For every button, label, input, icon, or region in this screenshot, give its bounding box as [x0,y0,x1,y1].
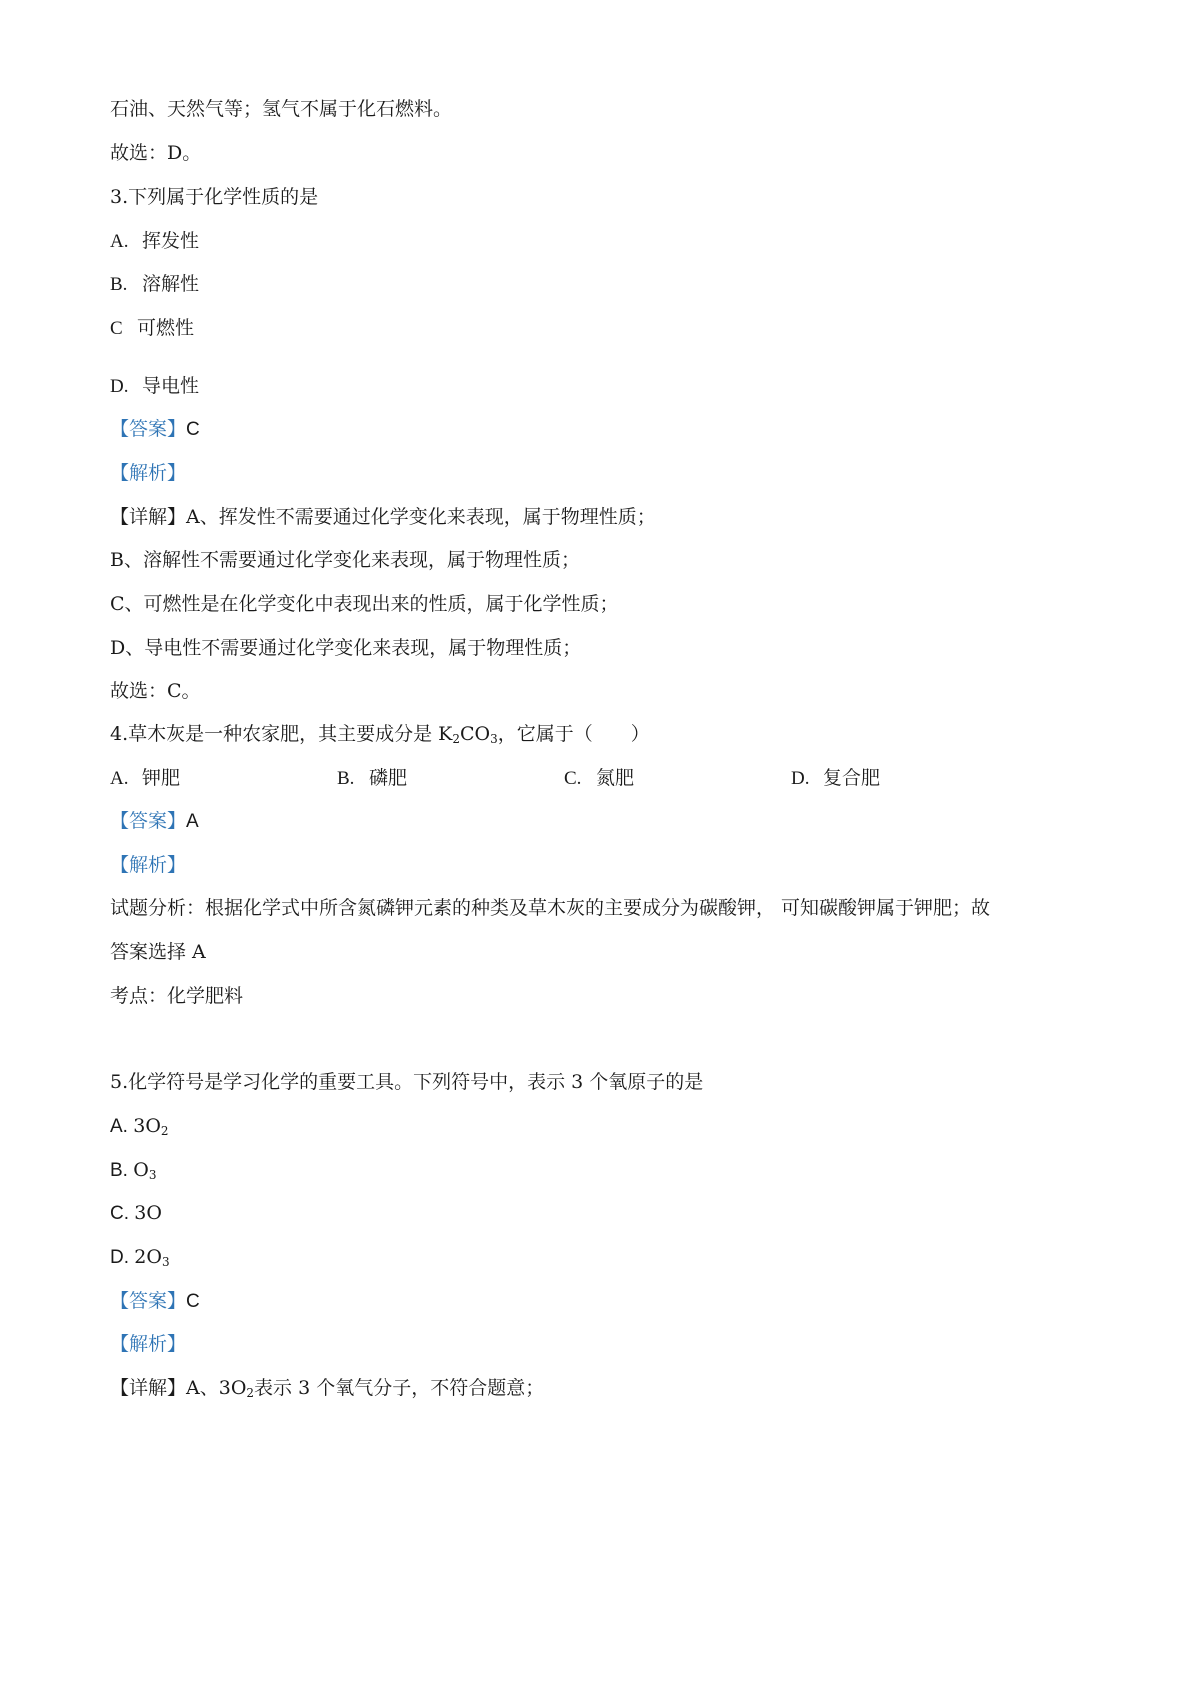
q4-option-a-text: 钾肥 [142,767,181,789]
q4-stem-post: ，它属于（ ） [497,723,650,745]
q4-option-b-text: 磷肥 [369,767,408,789]
q5-option-b-main: O [133,1159,149,1181]
q4-answer-value: A [186,811,199,832]
q3-option-b [110,271,199,298]
q3-option-d-letter: D. [110,376,129,397]
q5-option-d-main: 2O [134,1246,162,1268]
q4-stem-mid: CO [460,723,491,745]
intro-line-1: 石油、天然气等；氢气不属于化石燃料。 [110,98,453,120]
q4-answer-tag: 【答案】 [110,810,187,832]
q4-analysis-line-1: 试题分析：根据化学式中所含氮磷钾元素的种类及草木灰的主要成分为碳酸钾， 可知碳酸钾属于钾肥；故 [110,897,991,919]
q3-answer-value: C [186,419,200,440]
q5-stem: 5.化学符号是学习化学的重要工具。下列符号中，表示 3 个氧原子的是 [110,1071,704,1093]
q3-option-c-letter: C [110,318,123,339]
q5-option-c-letter: C. [110,1203,135,1224]
q5-option-b [110,1157,156,1184]
q4-stem-pre: 4.草木灰是一种农家肥，其主要成分是 K [110,723,453,745]
q4-stem-sub2: 3 [490,732,498,746]
q3-detail-line-1 [110,504,656,530]
q4-option-a-letter: A. [110,768,129,789]
q5-option-a [110,1113,169,1140]
q4-point: 考点：化学肥料 [110,985,244,1007]
q4-option-d-letter: D. [791,768,810,789]
q5-option-d-sub: 3 [161,1255,170,1269]
q5-option-d [110,1244,170,1271]
q3-option-c-text: 可燃性 [137,317,195,339]
q4-option-d-text: 复合肥 [823,767,881,789]
q5-option-c-main: 3O [134,1202,162,1224]
q4-option-b [337,765,564,792]
intro-conclusion: 故选：D。 [110,142,202,164]
q4-option-c [564,765,791,792]
q5-option-a-sub: 2 [160,1124,169,1138]
q3-stem: 3.下列属于化学性质的是 [110,186,319,208]
q3-option-a [110,228,199,255]
q4-option-b-letter: B. [337,768,355,789]
q5-detail-sub: 2 [246,1386,255,1400]
q3-answer [110,416,200,443]
q4-options-row [110,765,880,792]
q5-option-c [110,1200,162,1227]
q4-option-c-letter: C. [564,768,582,789]
q4-option-a [110,765,337,792]
q3-option-d-text: 导电性 [142,375,200,397]
q4-option-d [791,765,880,792]
q3-option-a-text: 挥发性 [142,230,200,252]
q4-stem-sub1: 2 [452,732,461,746]
q3-option-d [110,373,199,400]
q4-analysis-tag: 【解析】 [110,854,187,876]
q4-answer [110,808,199,835]
q5-analysis-tag: 【解析】 [110,1333,187,1355]
q3-detail-text-1: A、挥发性不需要通过化学变化来表现，属于物理性质； [186,506,656,528]
q3-detail-tag: 【详解】 [110,506,187,528]
q3-option-b-text: 溶解性 [142,273,200,295]
q5-detail-pre: A、3O [186,1377,247,1399]
q5-option-b-letter: B. [110,1160,134,1181]
q5-detail-post: 表示 3 个氧气分子，不符合题意； [254,1377,545,1399]
q5-answer-value: C [186,1291,200,1312]
q3-detail-line-4: D、导电性不需要通过化学变化来表现，属于物理性质； [110,637,582,659]
q5-answer [110,1288,200,1315]
q4-analysis-line-2: 答案选择 A [110,941,206,963]
q3-answer-tag: 【答案】 [110,418,187,440]
q4-stem [110,721,650,747]
q3-option-a-letter: A. [110,231,129,252]
q3-detail-line-3: C、可燃性是在化学变化中表现出来的性质，属于化学性质； [110,593,619,615]
q5-detail-tag: 【详解】 [110,1377,187,1399]
q3-analysis-tag: 【解析】 [110,462,187,484]
q4-option-c-text: 氮肥 [596,767,635,789]
q3-option-c [110,315,194,342]
q5-option-a-letter: A. [110,1116,134,1137]
q5-option-d-letter: D. [110,1247,135,1268]
q3-conclusion: 故选：C。 [110,680,201,702]
q5-answer-tag: 【答案】 [110,1290,187,1312]
q5-detail-line-1 [110,1375,544,1401]
q5-option-b-sub: 3 [148,1168,157,1182]
q5-option-a-main: 3O [133,1115,161,1137]
q3-option-b-letter: B. [110,274,128,295]
q3-detail-line-2: B、溶解性不需要通过化学变化来表现，属于物理性质； [110,549,580,571]
